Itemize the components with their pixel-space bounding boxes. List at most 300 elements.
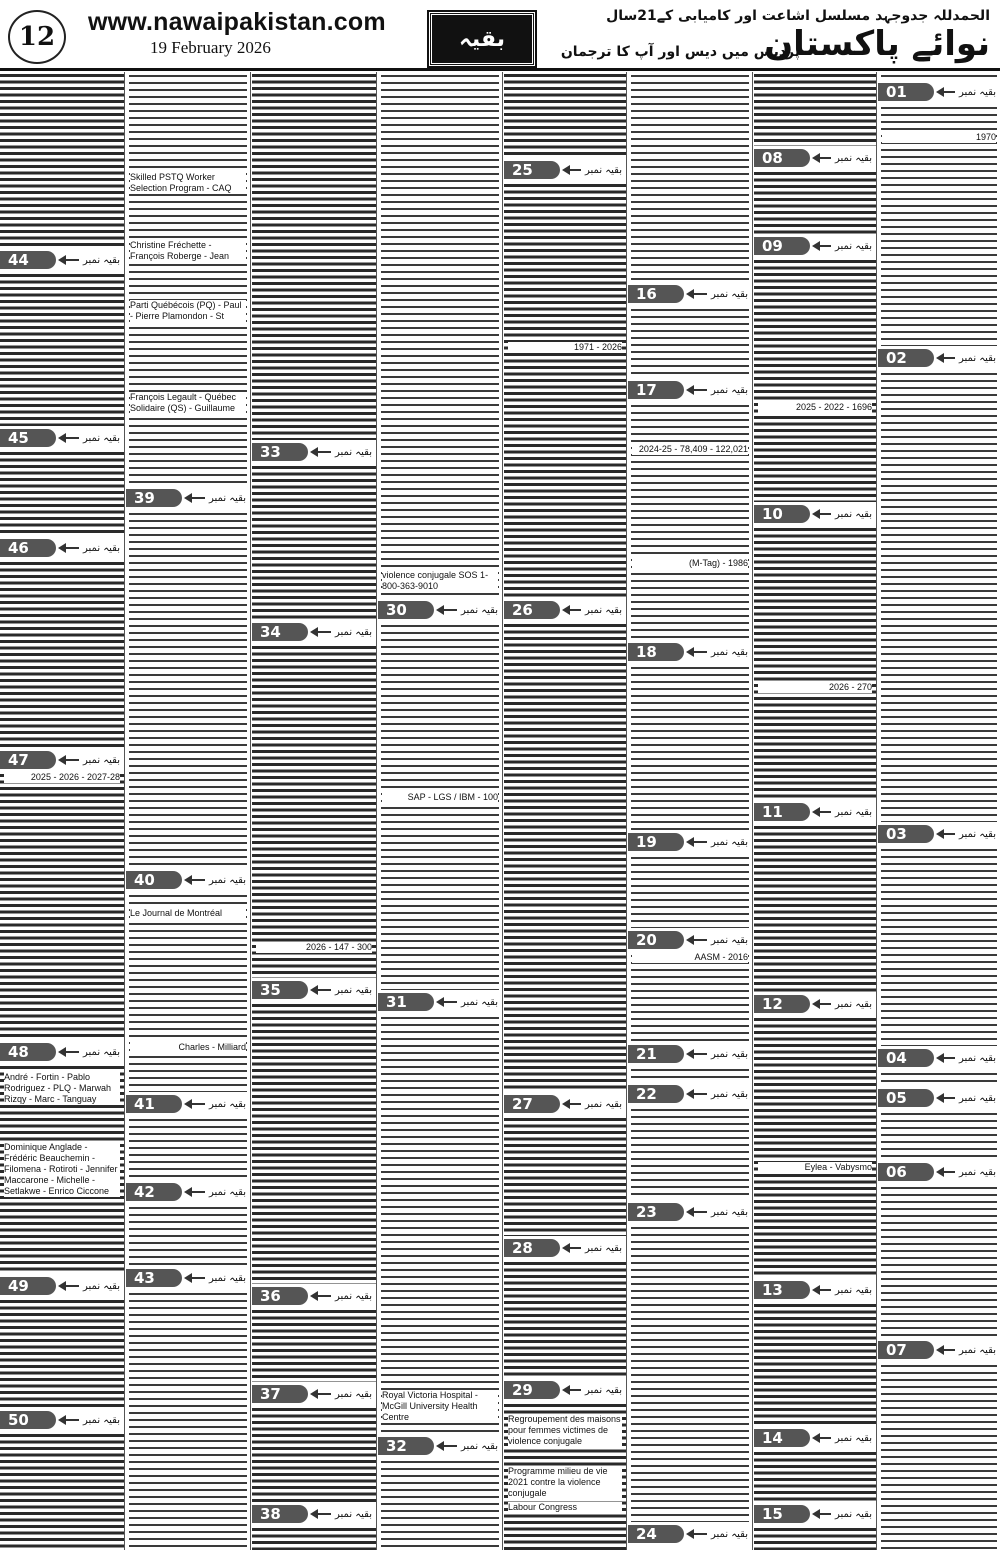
- continuation-number: 40: [126, 871, 182, 889]
- continuation-label: بقیہ نمبر: [959, 1166, 996, 1178]
- arrow-left-icon: [814, 1003, 831, 1005]
- article-text-block: [504, 622, 626, 1092]
- inline-text-snippet: 1971 - 2026: [508, 342, 622, 353]
- continuation-marker: [754, 802, 876, 822]
- continuation-number: 50: [0, 1411, 56, 1429]
- website-url[interactable]: www.nawaipakistan.com: [88, 8, 386, 36]
- continuation-label: بقیہ نمبر: [711, 1048, 748, 1060]
- inline-text-snippet: (M-Tag) - 1986: [632, 558, 748, 569]
- continuation-label: بقیہ نمبر: [711, 1528, 748, 1540]
- column-divider: [752, 72, 753, 1550]
- continuation-marker: [378, 992, 502, 1012]
- article-text-block: [126, 1116, 250, 1180]
- continuation-marker: [628, 1084, 752, 1104]
- arrow-left-icon: [312, 989, 331, 991]
- continuation-marker: [504, 600, 626, 620]
- arrow-left-icon: [688, 651, 707, 653]
- column-divider: [876, 72, 877, 1550]
- continuation-marker: [628, 642, 752, 662]
- arrow-left-icon: [564, 1247, 581, 1249]
- arrow-left-icon: [186, 1103, 205, 1105]
- continuation-number: 18: [628, 643, 684, 661]
- newspaper-page-body: [0, 72, 1000, 1552]
- inline-text-snippet: Parti Québécois (PQ) - Paul - Pierre Plamondon - St: [130, 300, 246, 322]
- continuation-marker: [504, 1380, 626, 1400]
- continuation-label: بقیہ نمبر: [461, 996, 498, 1008]
- article-text-block: [628, 1066, 752, 1082]
- continuation-number: 26: [504, 601, 560, 619]
- inline-text-snippet: SAP - LGS / IBM - 100: [382, 792, 498, 803]
- continuation-number: 30: [378, 601, 434, 619]
- arrow-left-icon: [60, 1419, 79, 1421]
- continuation-label: بقیہ نمبر: [209, 874, 246, 886]
- continuation-label: بقیہ نمبر: [335, 1508, 372, 1520]
- arrow-left-icon: [312, 1295, 331, 1297]
- continuation-label: بقیہ نمبر: [83, 754, 120, 766]
- continuation-label: بقیہ نمبر: [835, 508, 872, 520]
- continuation-label: بقیہ نمبر: [711, 1206, 748, 1218]
- continuation-number: 23: [628, 1203, 684, 1221]
- continuation-label: بقیہ نمبر: [835, 806, 872, 818]
- article-text-block: [628, 854, 752, 928]
- continuation-number: 29: [504, 1381, 560, 1399]
- masthead-header: [0, 0, 1000, 68]
- arrow-left-icon: [814, 1513, 831, 1515]
- article-text-block: [0, 772, 124, 1040]
- article-text-block: [878, 370, 1000, 822]
- continuation-marker: [878, 1162, 1000, 1182]
- continuation-marker: [126, 488, 250, 508]
- continuation-marker: [252, 1504, 376, 1524]
- continuation-number: 12: [754, 995, 810, 1013]
- arrow-left-icon: [688, 1093, 707, 1095]
- continuation-number: 31: [378, 993, 434, 1011]
- continuation-label: بقیہ نمبر: [335, 446, 372, 458]
- arrow-left-icon: [814, 245, 831, 247]
- continuation-label: بقیہ نمبر: [959, 86, 996, 98]
- article-text-block: [628, 664, 752, 830]
- continuation-number: 45: [0, 429, 56, 447]
- continuation-label: بقیہ نمبر: [83, 1414, 120, 1426]
- continuation-number: 01: [878, 83, 934, 101]
- article-column-7: [126, 72, 250, 1550]
- continuation-marker: [0, 428, 124, 448]
- arrow-left-icon: [938, 1349, 955, 1351]
- arrow-left-icon: [938, 1057, 955, 1059]
- continuation-number: 47: [0, 751, 56, 769]
- continuation-label: بقیہ نمبر: [83, 1280, 120, 1292]
- arrow-left-icon: [814, 513, 831, 515]
- continuation-label: بقیہ نمبر: [585, 1242, 622, 1254]
- arrow-left-icon: [60, 1051, 79, 1053]
- inline-text-snippet: Programme milieu de vie 2021 contre la violence conjugale: [508, 1466, 622, 1499]
- arrow-left-icon: [60, 759, 79, 761]
- arrow-left-icon: [688, 1211, 707, 1213]
- continuation-label: بقیہ نمبر: [959, 1052, 996, 1064]
- continuation-label: بقیہ نمبر: [835, 1284, 872, 1296]
- continuation-label: بقیہ نمبر: [835, 152, 872, 164]
- continuation-marker: [378, 1436, 502, 1456]
- article-text-block: [252, 1002, 376, 1284]
- continuation-number: 03: [878, 825, 934, 843]
- continuation-marker: [252, 1286, 376, 1306]
- inline-text-snippet: 2026 - 270: [758, 682, 872, 693]
- article-text-block: [754, 1526, 876, 1550]
- continuation-marker: [878, 348, 1000, 368]
- continuation-marker: [754, 504, 876, 524]
- continuation-marker: [628, 832, 752, 852]
- article-text-block: [504, 182, 626, 598]
- continuation-number: 35: [252, 981, 308, 999]
- article-text-block: [252, 644, 376, 978]
- article-text-block: [878, 1362, 1000, 1550]
- continuation-label: بقیہ نمبر: [959, 828, 996, 840]
- column-divider: [376, 72, 377, 1550]
- column-divider: [250, 72, 251, 1550]
- masthead-logo: [560, 8, 990, 64]
- inline-text-snippet: 2026 - 147 - 300: [256, 942, 372, 953]
- continuation-label: بقیہ نمبر: [959, 1092, 996, 1104]
- continuation-number: 49: [0, 1277, 56, 1295]
- continuation-label: بقیہ نمبر: [711, 384, 748, 396]
- arrow-left-icon: [312, 451, 331, 453]
- continuation-label: بقیہ نمبر: [711, 646, 748, 658]
- continuation-marker: [628, 1524, 752, 1544]
- continuation-marker: [0, 538, 124, 558]
- continuation-label: بقیہ نمبر: [335, 626, 372, 638]
- continuation-number: 39: [126, 489, 182, 507]
- continuation-label: بقیہ نمبر: [83, 432, 120, 444]
- article-text-block: [628, 1224, 752, 1522]
- article-text-block: [378, 1458, 502, 1550]
- header-rule: [0, 68, 1000, 71]
- arrow-left-icon: [60, 547, 79, 549]
- arrow-left-icon: [438, 1001, 457, 1003]
- continuation-number: 11: [754, 803, 810, 821]
- continuation-marker: [628, 380, 752, 400]
- continuation-number: 27: [504, 1095, 560, 1113]
- continuation-number: 25: [504, 161, 560, 179]
- article-text-block: [504, 1260, 626, 1378]
- arrow-left-icon: [564, 1103, 581, 1105]
- continuation-number: 24: [628, 1525, 684, 1543]
- continuation-marker: [878, 1048, 1000, 1068]
- column-divider: [502, 72, 503, 1550]
- inline-text-snippet: André - Fortin - Pablo Rodriguez - PLQ - Marwah Rizqy - Marc - Tanguay: [4, 1072, 120, 1105]
- arrow-left-icon: [688, 293, 707, 295]
- inline-text-snippet: Christine Fréchette - François Roberge - Jean: [130, 240, 246, 262]
- article-text-block: [0, 1432, 124, 1550]
- continuation-marker: [754, 1428, 876, 1448]
- article-column-1: [878, 72, 1000, 1550]
- column-divider: [124, 72, 125, 1550]
- continuation-number: 08: [754, 149, 810, 167]
- continuation-label: بقیہ نمبر: [835, 240, 872, 252]
- article-text-block: [126, 72, 250, 486]
- continuation-marker: [126, 870, 250, 890]
- continuation-number: 32: [378, 1437, 434, 1455]
- arrow-left-icon: [564, 169, 581, 171]
- article-text-block: [378, 622, 502, 990]
- article-text-block: [754, 1450, 876, 1502]
- continuation-label: بقیہ نمبر: [461, 1440, 498, 1452]
- continuation-marker: [878, 824, 1000, 844]
- continuation-number: 05: [878, 1089, 934, 1107]
- inline-text-snippet: AASM - 2016: [632, 952, 748, 963]
- article-text-block: [754, 526, 876, 800]
- continuation-marker: [628, 284, 752, 304]
- continuation-number: 20: [628, 931, 684, 949]
- arrow-left-icon: [186, 497, 205, 499]
- inline-text-snippet: Regroupement des maisons pour femmes victimes de violence conjugale: [508, 1414, 621, 1446]
- continuation-marker: [628, 1044, 752, 1064]
- continuation-marker: [0, 250, 124, 270]
- continuation-marker: [0, 1042, 124, 1062]
- article-text-block: [504, 1116, 626, 1236]
- article-text-block: [878, 1070, 1000, 1086]
- article-column-8: [0, 72, 124, 1550]
- continuation-label: بقیہ نمبر: [335, 1290, 372, 1302]
- article-column-4: [504, 72, 626, 1550]
- continuation-number: 21: [628, 1045, 684, 1063]
- article-text-block: [0, 272, 124, 426]
- continuation-number: 33: [252, 443, 308, 461]
- inline-text-snippet: 2025 - 2022 - 1696: [758, 402, 872, 413]
- continuation-number: 15: [754, 1505, 810, 1523]
- article-text-block: [0, 450, 124, 536]
- inline-text-snippet: 1970: [882, 132, 996, 143]
- article-text-block: [126, 1204, 250, 1266]
- continuation-number: 22: [628, 1085, 684, 1103]
- continuation-label: بقیہ نمبر: [83, 1046, 120, 1058]
- continuation-label: بقیہ نمبر: [209, 1186, 246, 1198]
- article-text-block: [754, 824, 876, 992]
- continuation-marker: [878, 82, 1000, 102]
- article-text-block: [252, 1406, 376, 1502]
- article-text-block: [378, 1014, 502, 1434]
- continuation-marker: [252, 622, 376, 642]
- article-text-block: [754, 1016, 876, 1278]
- article-text-block: [0, 72, 124, 248]
- article-text-block: [628, 306, 752, 378]
- inline-text-snippet: Charles - Milliard: [130, 1042, 246, 1053]
- article-text-block: [0, 560, 124, 748]
- continuation-label: بقیہ نمبر: [585, 164, 622, 176]
- arrow-left-icon: [312, 1513, 331, 1515]
- continuation-number: 04: [878, 1049, 934, 1067]
- continuation-marker: [0, 750, 124, 770]
- arrow-left-icon: [814, 1437, 831, 1439]
- article-column-6: [252, 72, 376, 1550]
- continuation-label: بقیہ نمبر: [209, 1272, 246, 1284]
- continuation-number: 17: [628, 381, 684, 399]
- arrow-left-icon: [938, 833, 955, 835]
- article-text-block: [126, 510, 250, 868]
- arrow-left-icon: [564, 609, 581, 611]
- article-text-block: [252, 1308, 376, 1382]
- continuation-label: بقیہ نمبر: [711, 1088, 748, 1100]
- article-text-block: [754, 170, 876, 234]
- arrow-left-icon: [186, 1191, 205, 1193]
- continuation-marker: [504, 1238, 626, 1258]
- continuation-number: 28: [504, 1239, 560, 1257]
- article-text-block: [126, 892, 250, 1092]
- inline-text-snippet: 2024-25 - 78,409 - 122,021: [632, 444, 748, 455]
- continuation-marker: [0, 1410, 124, 1430]
- article-text-block: [252, 72, 376, 440]
- continuation-label: بقیہ نمبر: [711, 836, 748, 848]
- continuation-marker: [252, 980, 376, 1000]
- continuation-label: بقیہ نمبر: [209, 492, 246, 504]
- article-text-block: [378, 72, 502, 598]
- continuation-marker: [252, 1384, 376, 1404]
- continuation-marker: [754, 1504, 876, 1524]
- continuation-label: بقیہ نمبر: [83, 254, 120, 266]
- continuation-number: 10: [754, 505, 810, 523]
- continuation-number: 37: [252, 1385, 308, 1403]
- continuation-marker: [126, 1094, 250, 1114]
- article-text-block: [628, 1106, 752, 1200]
- article-text-block: [754, 1302, 876, 1426]
- article-text-block: [754, 72, 876, 146]
- continuation-marker: [754, 236, 876, 256]
- inline-text-snippet: Le Journal de Montréal: [130, 908, 246, 919]
- continuation-label: بقیہ نمبر: [835, 1508, 872, 1520]
- article-text-block: [878, 1184, 1000, 1338]
- continuation-label: بقیہ نمبر: [585, 604, 622, 616]
- arrow-left-icon: [938, 357, 955, 359]
- continuation-marker: [878, 1340, 1000, 1360]
- continuation-label: بقیہ نمبر: [335, 984, 372, 996]
- continuation-marker: [754, 148, 876, 168]
- continuation-number: 06: [878, 1163, 934, 1181]
- newspaper-title: نوائے پاکستان: [764, 24, 990, 64]
- continuation-number: 02: [878, 349, 934, 367]
- continuation-label: بقیہ نمبر: [585, 1384, 622, 1396]
- article-text-block: [252, 464, 376, 620]
- inline-text-snippet: 2025 - 2026 - 2027-28: [4, 772, 120, 783]
- tagline-top: الحمدللہ جدوجہد مسلسل اشاعت اور کامیابی کے21سال: [606, 8, 990, 24]
- continuation-marker: [754, 994, 876, 1014]
- continuation-label: بقیہ نمبر: [835, 1432, 872, 1444]
- continuation-marker: [252, 442, 376, 462]
- article-text-block: [252, 1526, 376, 1550]
- article-text-block: [878, 72, 1000, 80]
- article-column-2: [754, 72, 876, 1550]
- arrow-left-icon: [814, 157, 831, 159]
- inline-text-snippet: Eylea - Vabysmo: [758, 1162, 872, 1173]
- page-number: 12: [8, 10, 66, 64]
- continuation-marker: [628, 930, 752, 950]
- arrow-left-icon: [938, 1171, 955, 1173]
- article-text-block: [628, 402, 752, 640]
- continuation-label: بقیہ نمبر: [959, 1344, 996, 1356]
- continuation-marker: [754, 1280, 876, 1300]
- arrow-left-icon: [688, 939, 707, 941]
- continuation-number: 13: [754, 1281, 810, 1299]
- continuation-marker: [126, 1268, 250, 1288]
- inline-text-snippet: Labour Congress: [508, 1502, 622, 1513]
- continuation-number: 42: [126, 1183, 182, 1201]
- continuation-label: بقیہ نمبر: [335, 1388, 372, 1400]
- inline-text-snippet: Skilled PSTQ Worker Selection Program - CAQ: [130, 172, 246, 194]
- continuation-number: 38: [252, 1505, 308, 1523]
- arrow-left-icon: [186, 1277, 205, 1279]
- continuation-marker: [628, 1202, 752, 1222]
- arrow-left-icon: [814, 1289, 831, 1291]
- continuation-number: 44: [0, 251, 56, 269]
- arrow-left-icon: [688, 1533, 707, 1535]
- arrow-left-icon: [60, 259, 79, 261]
- continuation-marker: [126, 1182, 250, 1202]
- arrow-left-icon: [438, 609, 457, 611]
- arrow-left-icon: [688, 389, 707, 391]
- continuation-number: 36: [252, 1287, 308, 1305]
- continuation-label: بقیہ نمبر: [959, 352, 996, 364]
- continuation-marker: [0, 1276, 124, 1296]
- issue-date: 19 February 2026: [150, 38, 271, 57]
- inline-text-snippet: Royal Victoria Hospital - McGill University Health Centre: [382, 1390, 498, 1423]
- arrow-left-icon: [688, 841, 707, 843]
- inline-text-snippet: François Legault - Québec Solidaire (QS) - Guillaume: [130, 392, 246, 414]
- article-text-block: [628, 952, 752, 1042]
- article-column-3: [628, 72, 752, 1550]
- column-divider: [626, 72, 627, 1550]
- continuation-number: 14: [754, 1429, 810, 1447]
- continuation-marker: [878, 1088, 1000, 1108]
- continuation-label: بقیہ نمبر: [209, 1098, 246, 1110]
- continuation-label: بقیہ نمبر: [83, 542, 120, 554]
- article-text-block: [878, 1110, 1000, 1160]
- article-text-block: [0, 1298, 124, 1408]
- continuation-number: 46: [0, 539, 56, 557]
- arrow-left-icon: [312, 631, 331, 633]
- continuation-label: بقیہ نمبر: [835, 998, 872, 1010]
- continuation-number: 16: [628, 285, 684, 303]
- continuation-label: بقیہ نمبر: [711, 934, 748, 946]
- arrow-left-icon: [938, 1097, 955, 1099]
- article-text-block: [126, 1290, 250, 1550]
- continuation-number: 34: [252, 623, 308, 641]
- article-text-block: [628, 72, 752, 282]
- arrow-left-icon: [186, 879, 205, 881]
- inline-text-snippet: Dominique Anglade - Frédéric Beauchemin - Filomena - Rotiroti - Jennifer Maccarone - Michelle - Setlakwe - Enrico Ciccone: [4, 1142, 120, 1197]
- arrow-left-icon: [688, 1053, 707, 1055]
- arrow-left-icon: [438, 1445, 457, 1447]
- arrow-left-icon: [564, 1389, 581, 1391]
- arrow-left-icon: [60, 437, 79, 439]
- section-label: بقیہ: [429, 12, 535, 66]
- tagline-bottom: پردیس میں دیس اور آپ کا ترجمان: [560, 44, 800, 60]
- continuation-marker: [378, 600, 502, 620]
- continuation-number: 41: [126, 1095, 182, 1113]
- article-text-block: [754, 258, 876, 502]
- continuation-number: 48: [0, 1043, 56, 1061]
- continuation-label: بقیہ نمبر: [461, 604, 498, 616]
- continuation-marker: [504, 1094, 626, 1114]
- continuation-number: 43: [126, 1269, 182, 1287]
- continuation-number: 19: [628, 833, 684, 851]
- continuation-label: بقیہ نمبر: [711, 288, 748, 300]
- article-column-5: [378, 72, 502, 1550]
- continuation-marker: [504, 160, 626, 180]
- arrow-left-icon: [312, 1393, 331, 1395]
- article-text-block: [504, 72, 626, 158]
- arrow-left-icon: [938, 91, 955, 93]
- continuation-label: بقیہ نمبر: [585, 1098, 622, 1110]
- arrow-left-icon: [60, 1285, 79, 1287]
- inline-text-snippet: violence conjugale SOS 1-800-363-9010: [382, 570, 498, 592]
